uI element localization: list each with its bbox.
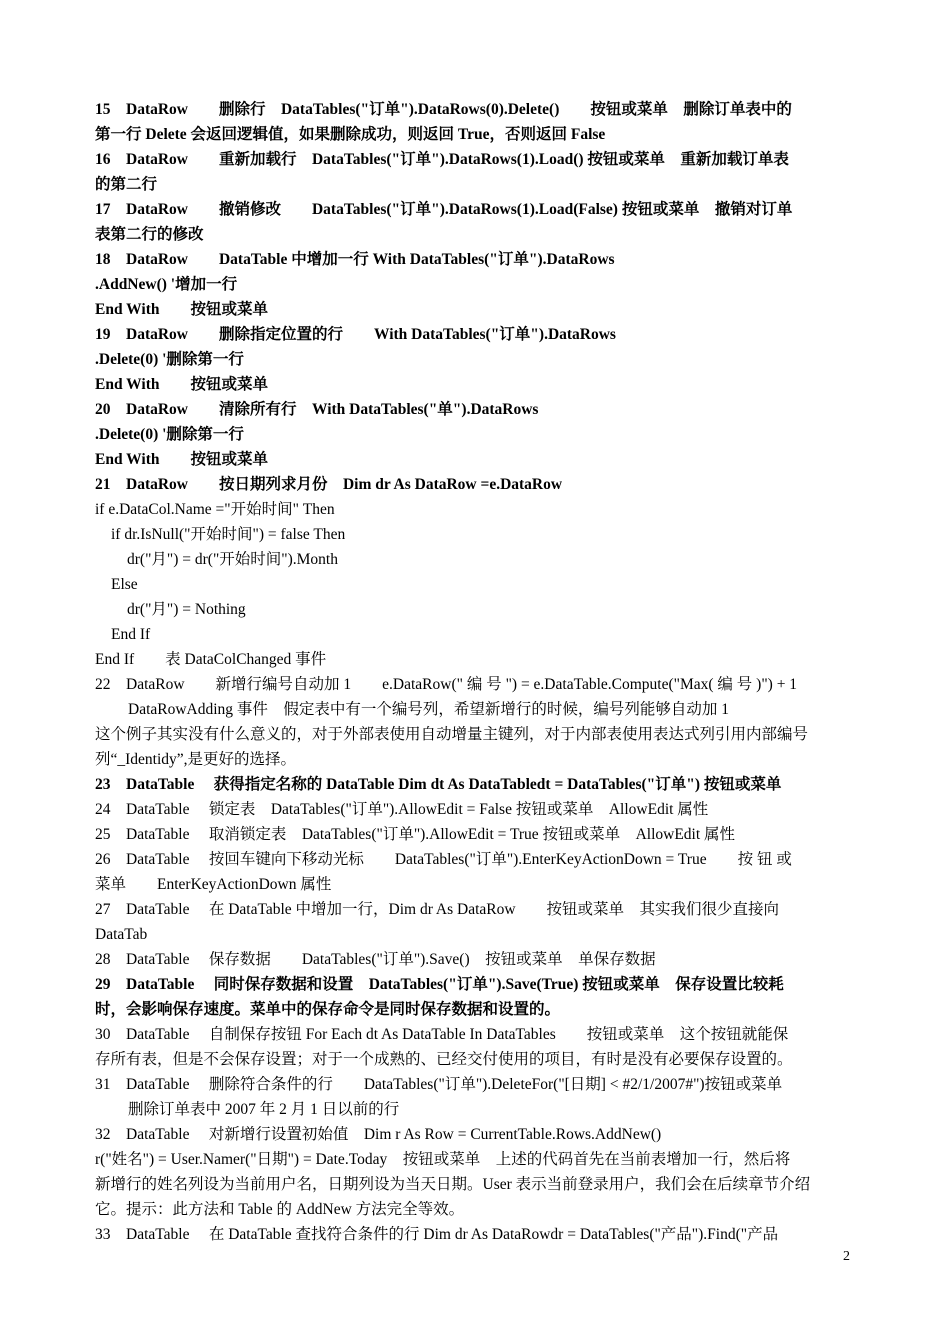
entry-21-line-1: 21 DataRow 按日期列求月份 Dim dr As DataRow =e.DataRow bbox=[95, 476, 563, 493]
entry-29-line-2: 时，会影响保存速度。菜单中的保存命令是同时保存数据和设置的。 bbox=[95, 1001, 561, 1018]
page-body bbox=[95, 97, 852, 1247]
code-line: dr("月") = dr("开始时间").Month bbox=[127, 551, 338, 568]
code-line: if dr.IsNull("开始时间") = false Then bbox=[111, 526, 346, 543]
entry-27-line-1: 27 DataTable 在 DataTable 中增加一行，Dim dr As DataRow 按钮或菜单 其实我们很少直接向 bbox=[95, 901, 780, 918]
code-line: End If bbox=[111, 626, 151, 643]
entry-32-line-1: 32 DataTable 对新增行设置初始值 Dim r As Row = CurrentTable.Rows.AddNew() bbox=[95, 1126, 662, 1143]
entry-15-line-1: 15 DataRow 删除行 DataTables("订单").DataRows(0).Delete() 按钮或菜单 删除订单表中的 bbox=[95, 101, 792, 118]
entry-24-line-1: 24 DataTable 锁定表 DataTables("订单").AllowEdit = False 按钮或菜单 AllowEdit 属性 bbox=[95, 801, 709, 818]
entry-28-line-1: 28 DataTable 保存数据 DataTables("订单").Save() 按钮或菜单 单保存数据 bbox=[95, 951, 656, 968]
entry-31-line-2: 删除订单表中 2007 年 2 月 1 日以前的行 bbox=[128, 1101, 400, 1118]
entry-20-line-3: End With 按钮或菜单 bbox=[95, 451, 268, 468]
entry-22-line-2: DataRowAdding 事件 假定表中有一个编号列，希望新增行的时候，编号列能够自动加 1 bbox=[128, 701, 730, 718]
entry-32-line-4: 它。提示：此方法和 Table 的 AddNew 方法完全等效。 bbox=[95, 1201, 465, 1218]
entry-20-line-2: .Delete(0) '删除第一行 bbox=[95, 426, 244, 443]
entry-26-line-1: 26 DataTable 按回车键向下移动光标 DataTables("订单").EnterKeyActionDown = True 按 钮 或 bbox=[95, 851, 792, 868]
entry-18-line-2: .AddNew() '增加一行 bbox=[95, 276, 238, 293]
entry-19-line-2: .Delete(0) '删除第一行 bbox=[95, 351, 244, 368]
entry-31-line-1: 31 DataTable 删除符合条件的行 DataTables("订单").DeleteFor("[日期] < #2/1/2007#")按钮或菜单 bbox=[95, 1076, 783, 1093]
code-line: Else bbox=[111, 576, 138, 593]
entry-27-line-2: DataTab bbox=[95, 926, 148, 943]
entry-30-line-1: 30 DataTable 自制保存按钮 For Each dt As DataTable In DataTables 按钮或菜单 这个按钮就能保 bbox=[95, 1026, 789, 1043]
page-number: 2 bbox=[843, 1249, 850, 1264]
entry-29-line-1: 29 DataTable 同时保存数据和设置 DataTables("订单").Save(True) 按钮或菜单 保存设置比较耗 bbox=[95, 976, 784, 993]
entry-23-line-1: 23 DataTable 获得指定名称的 DataTable Dim dt As DataTabledt = DataTables("订单") 按钮或菜单 bbox=[95, 776, 782, 793]
entry-16-line-1: 16 DataRow 重新加载行 DataTables("订单").DataRows(1).Load() 按钮或菜单 重新加载订单表 bbox=[95, 151, 789, 168]
entry-26-line-2: 菜单 EnterKeyActionDown 属性 bbox=[95, 876, 332, 893]
entry-15-line-2: 第一行 Delete 会返回逻辑值，如果删除成功，则返回 True，否则返回 False bbox=[95, 126, 606, 143]
code-line: End If 表 DataColChanged 事件 bbox=[95, 651, 327, 668]
entry-22-note-line-1: 这个例子其实没有什么意义的，对于外部表使用自动增量主键列，对于内部表使用表达式列引用内部编号 bbox=[95, 726, 809, 743]
entry-22-note-line-2: 列“_Identidy”,是更好的选择。 bbox=[95, 751, 297, 768]
entry-19-line-1: 19 DataRow 删除指定位置的行 With DataTables("订单").DataRows bbox=[95, 326, 616, 343]
entry-30-line-2: 存所有表，但是不会保存设置；对于一个成熟的、已经交付使用的项目，有时是没有必要保存设置的。 bbox=[95, 1051, 793, 1068]
entry-25-line-1: 25 DataTable 取消锁定表 DataTables("订单").AllowEdit = True 按钮或菜单 AllowEdit 属性 bbox=[95, 826, 736, 843]
entry-20-line-1: 20 DataRow 清除所有行 With DataTables("单").DataRows bbox=[95, 401, 539, 418]
entry-32-line-3: 新增行的姓名列设为当前用户名，日期列设为当天日期。User 表示当前登录用户，我们会在后续章节介绍 bbox=[95, 1176, 811, 1193]
entry-17-line-1: 17 DataRow 撤销修改 DataTables("订单").DataRows(1).Load(False) 按钮或菜单 撤销对订单 bbox=[95, 201, 793, 218]
entry-18-line-1: 18 DataRow DataTable 中增加一行 With DataTables("订单").DataRows bbox=[95, 251, 615, 268]
entry-16-line-2: 的第二行 bbox=[95, 176, 158, 193]
entry-22-line-1: 22 DataRow 新增行编号自动加 1 e.DataRow(" 编 号 ") = e.DataTable.Compute("Max( 编 号 )") + 1 bbox=[95, 676, 798, 693]
entry-33-line-1: 33 DataTable 在 DataTable 查找符合条件的行 Dim dr As DataRowdr = DataTables("产品").Find("产品 bbox=[95, 1226, 779, 1243]
entry-17-line-2: 表第二行的修改 bbox=[95, 226, 204, 243]
entry-18-line-3: End With 按钮或菜单 bbox=[95, 301, 268, 318]
code-line: dr("月") = Nothing bbox=[127, 601, 246, 618]
entry-19-line-3: End With 按钮或菜单 bbox=[95, 376, 268, 393]
code-line: if e.DataCol.Name ="开始时间" Then bbox=[95, 501, 335, 518]
entry-32-line-2: r("姓名") = User.Namer("日期") = Date.Today 按钮或菜单 上述的代码首先在当前表增加一行，然后将 bbox=[95, 1151, 791, 1168]
